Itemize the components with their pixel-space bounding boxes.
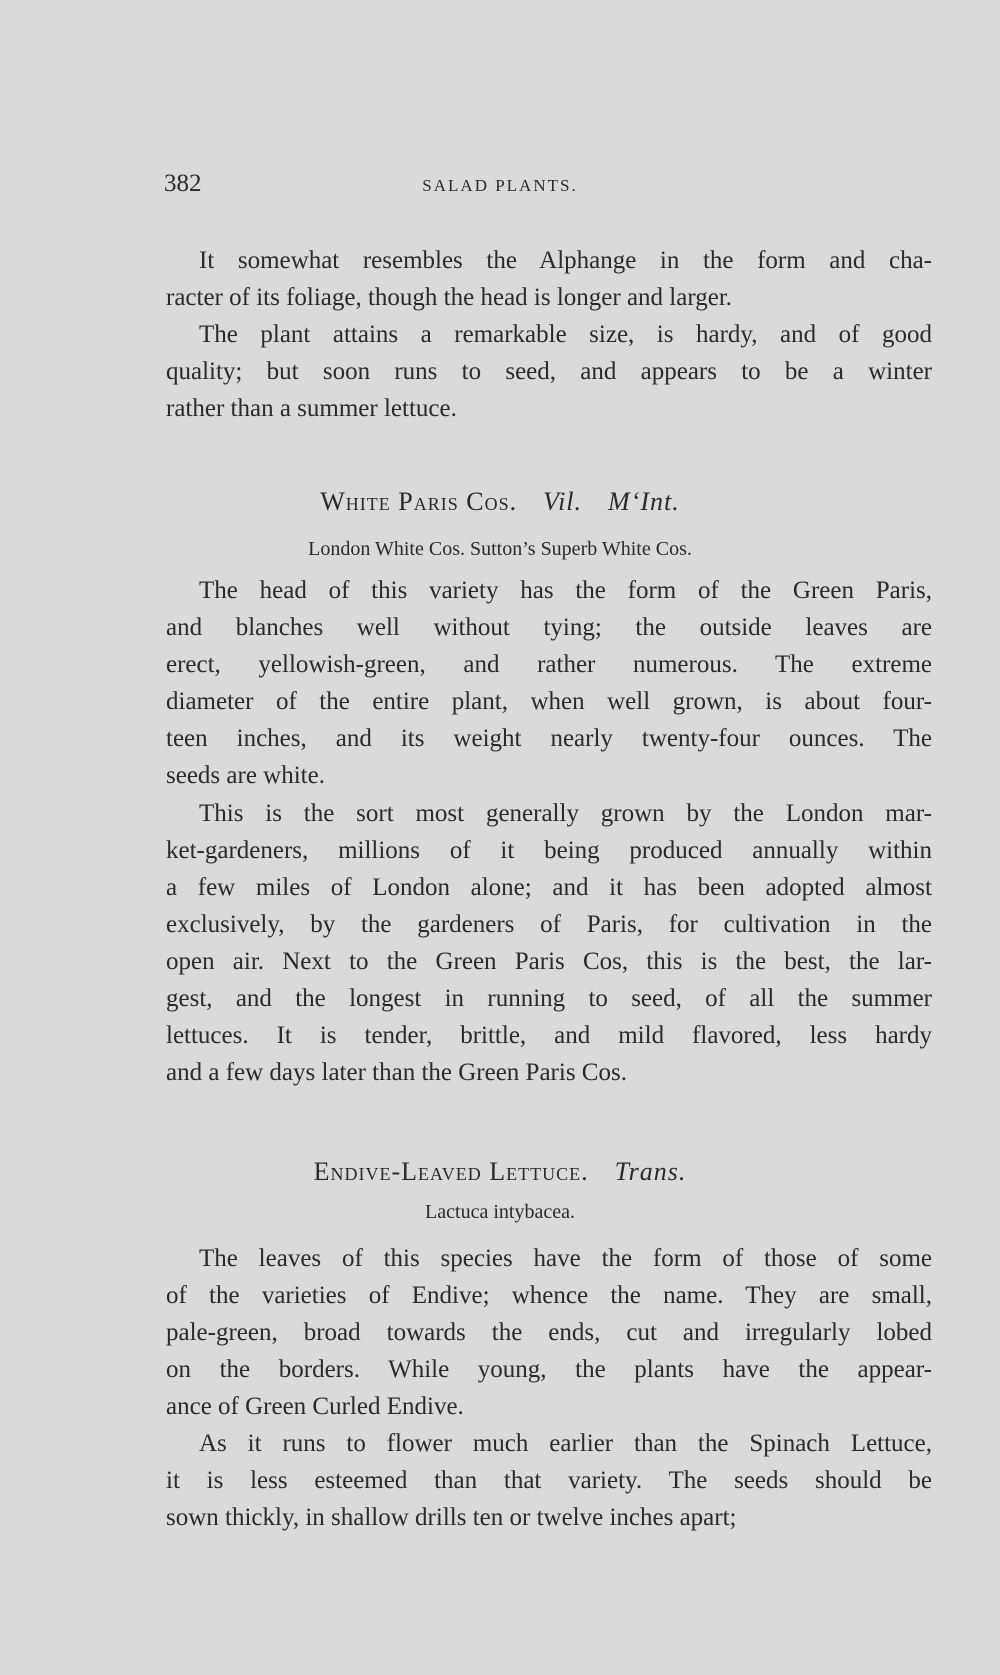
text-line: pale-green, broad towards the ends, cut and irregularly lobed — [166, 1319, 932, 1346]
section-title: Endive-Leaved Lettuce. — [313, 1157, 589, 1186]
section-heading-white-paris-cos — [0, 487, 1000, 517]
text-line: sown thickly, in shallow drills ten or twelve inches apart; — [166, 1504, 737, 1531]
text-line: gest, and the longest in running to seed, of all the summer — [166, 985, 932, 1012]
text-line: This is the sort most generally grown by the London mar- — [199, 800, 932, 827]
text-line: it is less esteemed than that variety. The seeds should be — [166, 1467, 932, 1494]
text-line: teen inches, and its weight nearly twenty-four ounces. The — [166, 725, 932, 752]
text-line: The leaves of this species have the form of those of some — [199, 1245, 932, 1272]
text-line: seeds are white. — [166, 762, 325, 789]
section2-paragraph-2 — [166, 1425, 932, 1536]
authority: M‘Int. — [608, 487, 680, 516]
text-line: of the varieties of Endive; whence the name. They are small, — [166, 1282, 932, 1309]
text-line: exclusively, by the gardeners of Paris, for cultivation in the — [166, 911, 932, 938]
text-line: on the borders. While young, the plants have the appear- — [166, 1356, 932, 1383]
intro-paragraph-1 — [166, 242, 932, 316]
text-line: ket-gardeners, millions of it being produced annually within — [166, 837, 932, 864]
section-title: White Paris Cos. — [320, 487, 518, 516]
text-line: ance of Green Curled Endive. — [166, 1393, 464, 1420]
text-line: a few miles of London alone; and it has been adopted almost — [166, 874, 932, 901]
text-line: It somewhat resembles the Alphange in the form and cha- — [199, 247, 932, 274]
page-number: 382 — [164, 170, 202, 197]
text-line: The plant attains a remarkable size, is hardy, and of good — [199, 321, 932, 348]
authority: Trans. — [614, 1157, 687, 1186]
text-line: open air. Next to the Green Paris Cos, this is the best, the lar- — [166, 948, 932, 975]
text-line: erect, yellowish-green, and rather numerous. The extreme — [166, 651, 932, 678]
text-line: lettuces. It is tender, brittle, and mild flavored, less hardy — [166, 1022, 932, 1049]
authority: Vil. — [543, 487, 583, 516]
running-head: SALAD PLANTS. — [422, 176, 578, 195]
latin-name: Lactuca intybacea. — [425, 1201, 575, 1223]
text-line: diameter of the entire plant, when well grown, is about four- — [166, 688, 932, 715]
text-line: and a few days later than the Green Paris Cos. — [166, 1059, 627, 1086]
section-heading-endive-leaved-lettuce — [0, 1157, 1000, 1187]
section2-paragraph-1 — [166, 1240, 932, 1425]
text-line: quality; but soon runs to seed, and appears to be a winter — [166, 358, 932, 385]
section1-paragraph-2 — [166, 795, 932, 1091]
synonyms: London White Cos. Sutton’s Superb White Cos. — [308, 538, 692, 560]
text-line: As it runs to flower much earlier than the Spinach Lettuce, — [199, 1430, 932, 1457]
text-line: The head of this variety has the form of the Green Paris, — [199, 577, 932, 604]
text-line: and blanches well without tying; the outside leaves are — [166, 614, 932, 641]
section1-paragraph-1 — [166, 572, 932, 794]
intro-paragraph-2 — [166, 316, 932, 427]
text-line: racter of its foliage, though the head is longer and larger. — [166, 284, 733, 311]
text-line: rather than a summer lettuce. — [166, 395, 457, 422]
